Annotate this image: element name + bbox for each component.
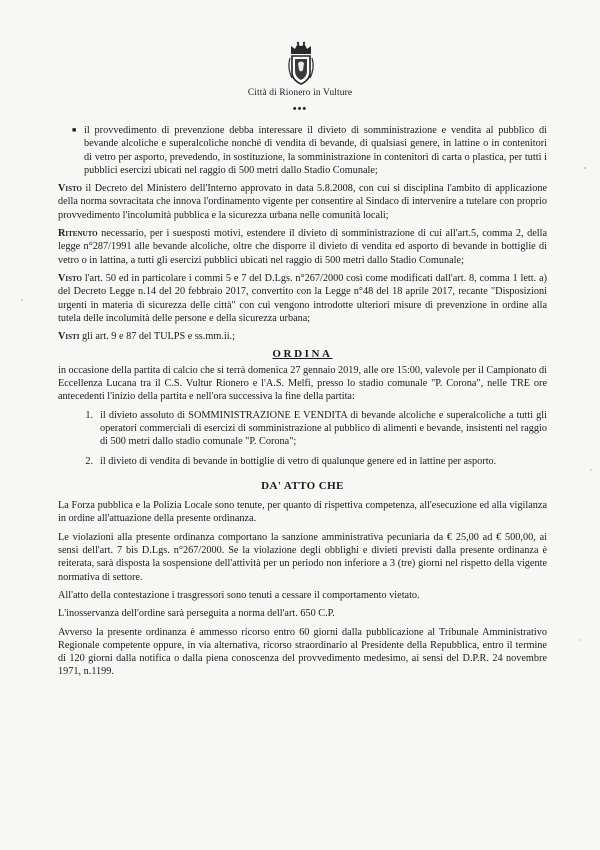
da-atto-paragraph: All'atto della contestazione i trasgressori sono tenuti a cessare il comportamento vietato.	[58, 589, 420, 601]
document-body	[58, 124, 547, 684]
visti-paragraph	[58, 330, 547, 343]
visto-text: il Decreto del Ministero dell'Interno approvato in data 5.8.2008, con cui si disciplina l'ambito di applicazione della norma sovracitata che innova l'ordinamento vigente per consentire al Sindaco di intervenire a tutelare con proprio provvedimento l'incolumità pubblica e la sicurezza urbana nelle comunità locali;	[58, 183, 547, 221]
da-atto-paragraph: L'inosservanza dell'ordine sarà perseguita a norma dell'art. 650 C.P.	[58, 608, 335, 620]
visti-text: gli art. 9 e 87 del TULPS e ss.mm.ii.;	[79, 331, 235, 343]
visto-art50-paragraph	[58, 272, 547, 325]
list-item-text: il divieto di vendita di bevande in bottiglie di vetro di qualunque genere ed in lattine per asporto.	[100, 455, 497, 467]
visti-label: Visti	[58, 331, 80, 343]
visto-art50-text: l'art. 50 ed in particolare i commi 5 e 7 del D.Lgs. n°267/2000 così come modificati dall'art. 8, comma 1 lett. a) del Decreto Legge n.14 del 20 febbraio 2017, convertito con la Legge n°48 del 18 aprile 2017, recante "Disposizioni urgenti in materia di sicurezza delle città" con cui vengono introdotte ulteriori misure di prevenzione in ordine alla tutela delle incolumità delle persone e della sicurezza urbana;	[58, 272, 547, 324]
coat-of-arms-icon	[286, 40, 316, 86]
header-separator: •••	[292, 103, 308, 115]
da-atto-paragraph: Avverso la presente ordinanza è ammesso ricorso entro 60 giorni dalla pubblicazione al Tribunale Amministrativo Regionale competente oppure, in via alternativa, ricorso straordinario al Presidente della Repubblica, entro il termine di 120 giorni dalla notifica o dalla piena conoscenza del provvedimento medesimo, ai sensi del D.P.R. 24 novembre 1971, n.1199.	[58, 626, 547, 678]
ordina-heading-text: ORDINA	[272, 348, 333, 361]
bullet-paragraph-text: il provvedimento di prevenzione debba interessare il divieto di somministrazione e vendita al pubblico di bevande alcoliche e superalcoliche nonché di vendita di bevande, di qualsiasi genere, in lattine o in contenitori di vetro per asporto, prevedendo, in sostituzione, la somministrazione in contenitori di carta o plastica, per tutti i pubblici esercizi ubicati nel raggio di 500 metri dallo Stadio Comunale;	[84, 125, 547, 176]
bullet-paragraph	[58, 124, 547, 177]
ritenuto-label: Ritenuto	[58, 228, 98, 240]
list-item	[58, 455, 547, 468]
ordina-heading	[58, 348, 547, 361]
list-item-number: 1.	[85, 409, 93, 421]
da-atto-paragraph: Le violazioni alla presente ordinanza comportano la sanzione amministrativa pecuniaria da € 25,00 ad € 500,00, ai sensi dell'art. 7 bis D.Lgs. n°267/2000. Se la violazione degli obblighi e divieti previsti dalla presente ordinanza è reiterata, sarà disposta la sospensione dell'attività per un periodo non inferiore a 3 (tre) giorni nel rispetto della vigente normativa di settore.	[58, 531, 547, 583]
da-atto-heading: DA' ATTO CHE	[261, 479, 344, 492]
ordina-intro: in occasione della partita di calcio che si terrà domenica 27 gennaio 2019, alle ore 15:00, valevole per il Campionato di Eccellenza Lucana tra il C.S. Vultur Rionero e l'A.S. Melfi, presso lo stadio comunale "P. Corona", nelle TRE ore antecedenti l'inizio della partita e nell'ora successiva la fine della partita:	[58, 364, 547, 403]
visto-label: Visto	[58, 183, 83, 195]
ritenuto-paragraph	[58, 227, 547, 267]
ritenuto-text: necessario, per i suesposti motivi, estendere il divieto di somministrazione di cui all'art.5, comma 2, della legge n°287/1991 alle bevande alcoliche, oltre che disporre il divieto di vendita ed asporto di bevande in bottiglie di vetro o in lattina, a tutti gli esercizi pubblici ubicati nel raggio di 500 metri dallo Stadio Comunale;	[58, 228, 547, 266]
visto-art50-label: Visto	[58, 272, 83, 284]
visto-paragraph	[58, 182, 547, 222]
list-item	[58, 409, 547, 449]
da-atto-paragraph: La Forza pubblica e la Polizia Locale sono tenute, per quanto di rispettiva competenza, all'esecuzione ed alla vigilanza in ordine all'attuazione della presente ordinanza.	[58, 500, 547, 525]
list-item-text: il divieto assoluto di SOMMINISTRAZIONE E VENDITA di bevande alcoliche e superalcoliche a tutti gli operatori commerciali di esercizi di somministrazione al pubblico di alimenti e bevande, insistenti nel raggio di 500 metri dallo stadio comunale "P. Corona";	[100, 409, 547, 448]
city-name: Città di Rionero in Vulture	[247, 88, 353, 98]
ordina-list	[58, 409, 547, 468]
bullet-square-icon: ■	[72, 126, 77, 134]
list-item-number: 2.	[85, 455, 93, 467]
